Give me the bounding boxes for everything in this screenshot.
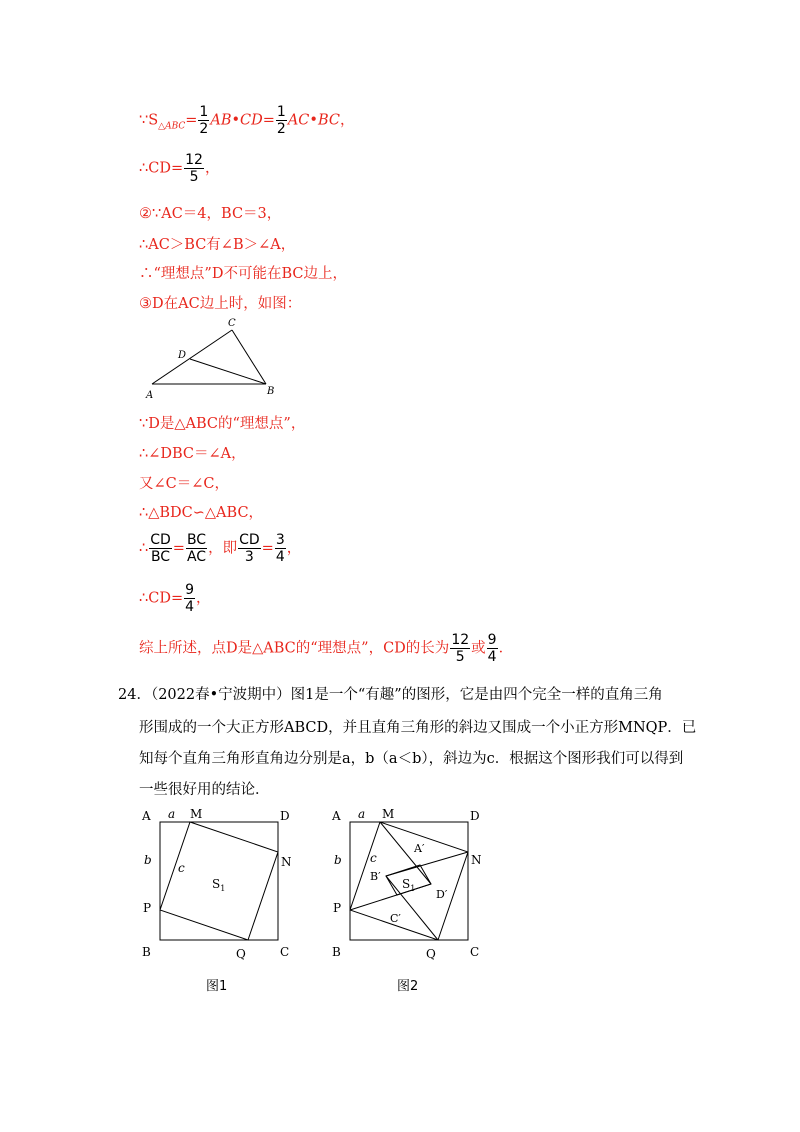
label-m: M bbox=[382, 807, 395, 821]
therefore-cd: ∴CD bbox=[139, 160, 171, 177]
equals: = bbox=[170, 160, 184, 177]
solution-line-10: ∴△BDC∽△ABC， bbox=[139, 505, 264, 521]
figure-2-caption: 图2 bbox=[397, 979, 419, 994]
equals: = bbox=[261, 540, 274, 557]
numerator: CD bbox=[239, 532, 260, 548]
numerator: BC bbox=[186, 532, 207, 548]
figure-1-caption: 图1 bbox=[206, 979, 228, 994]
numerator: CD bbox=[150, 532, 171, 548]
solution-line-6: ③D在AC边上时，如图： bbox=[139, 296, 302, 312]
numerator: 1 bbox=[276, 104, 286, 120]
label-b: B bbox=[267, 386, 275, 397]
label-n: N bbox=[471, 853, 482, 867]
conclusion-text: 综上所述，点D是△ABC的“理想点”，CD的长为 bbox=[139, 640, 450, 657]
solution-line-13 bbox=[139, 632, 513, 665]
fraction-half-2 bbox=[276, 104, 287, 137]
denominator: 4 bbox=[275, 549, 285, 565]
label-c-vertex: C bbox=[470, 945, 480, 959]
solution-line-11 bbox=[139, 532, 301, 565]
denominator: 4 bbox=[185, 599, 195, 615]
subscript-abc: △ABC bbox=[158, 121, 186, 132]
comma: ， bbox=[204, 160, 220, 177]
label-c-vertex: C bbox=[280, 945, 290, 959]
label-a-side: a bbox=[358, 807, 366, 821]
equals: = bbox=[262, 112, 275, 129]
problem-24-line-3: 知每个直角三角形直角边分别是a，b（a＜b），斜边为c．根据这个图形我们可以得到 bbox=[139, 751, 684, 767]
triangle-figure bbox=[140, 314, 290, 404]
label-b-vertex: B bbox=[332, 945, 341, 959]
numerator: 12 bbox=[185, 152, 203, 168]
numerator: 9 bbox=[487, 632, 497, 648]
problem-24-line-2: 形围成的一个大正方形ABCD，并且直角三角形的斜边又围成一个小正方形MNQP．已 bbox=[139, 720, 697, 736]
denominator: 5 bbox=[189, 169, 199, 185]
label-b-prime: B′ bbox=[370, 870, 381, 883]
fraction-bc-ac bbox=[186, 532, 207, 565]
problem-24-line-1: 24．（2022春•宁波期中）图1是一个“有趣”的图形，它是由四个完全一样的直角三角 bbox=[118, 687, 663, 703]
equals: = bbox=[185, 112, 198, 129]
label-a-vertex: A bbox=[142, 809, 151, 823]
label-c-prime: C′ bbox=[390, 912, 401, 925]
fraction-9-4 bbox=[487, 632, 498, 665]
numerator: 9 bbox=[185, 582, 195, 598]
label-s1: $S_1$ bbox=[402, 877, 416, 893]
fraction-cd-3 bbox=[238, 532, 261, 565]
figure-2 bbox=[328, 800, 498, 970]
therefore: ∴ bbox=[139, 540, 149, 557]
label-b-side: b bbox=[334, 853, 342, 867]
fraction-12-5 bbox=[184, 152, 204, 185]
denominator: 3 bbox=[244, 549, 254, 565]
label-a-side: a bbox=[168, 807, 176, 821]
fraction-12-5 bbox=[450, 632, 470, 665]
solution-line-8: ∴∠DBC＝∠A， bbox=[139, 446, 246, 462]
equals: = bbox=[172, 540, 185, 557]
because-s: ∵S bbox=[139, 112, 159, 129]
side-cb bbox=[232, 330, 266, 384]
denominator: 2 bbox=[199, 121, 209, 137]
or: 或 bbox=[471, 640, 486, 657]
label-d: D bbox=[178, 350, 187, 361]
namely: ，即 bbox=[208, 540, 238, 557]
label-a-prime: A′ bbox=[414, 842, 425, 855]
solution-line-5: ∴“理想点”D不可能在BC边上， bbox=[139, 266, 347, 282]
equals: = bbox=[170, 590, 184, 607]
label-c: C bbox=[228, 318, 236, 329]
label-q: Q bbox=[236, 947, 246, 961]
label-p: P bbox=[333, 901, 342, 915]
label-s1: $S_1$ bbox=[212, 877, 226, 893]
period: ． bbox=[498, 640, 514, 657]
comma: ， bbox=[286, 540, 302, 557]
figure-1 bbox=[138, 800, 308, 970]
label-b-vertex: B bbox=[142, 945, 151, 959]
solution-line-3: ②∵AC＝4，BC＝3， bbox=[139, 206, 282, 222]
solution-line-7: ∵D是△ABC的“理想点”， bbox=[139, 416, 306, 432]
label-c-side: c bbox=[370, 851, 377, 865]
numerator: 3 bbox=[275, 532, 285, 548]
label-c-side: c bbox=[178, 861, 185, 875]
fraction-9-4 bbox=[184, 582, 195, 615]
fraction-3-4 bbox=[275, 532, 286, 565]
numerator: 1 bbox=[199, 104, 209, 120]
label-d: D bbox=[470, 809, 480, 823]
label-p: P bbox=[143, 901, 152, 915]
denominator: BC bbox=[150, 549, 171, 565]
denominator: 5 bbox=[455, 649, 465, 665]
fraction-half-1 bbox=[198, 104, 209, 137]
side-ac bbox=[152, 330, 232, 384]
therefore-cd: ∴CD bbox=[139, 590, 171, 607]
label-q: Q bbox=[426, 947, 436, 961]
solution-line-1 bbox=[139, 104, 354, 137]
term-ab-cd: AB•CD bbox=[210, 112, 263, 129]
label-m: M bbox=[190, 807, 203, 821]
label-a-vertex: A bbox=[332, 809, 341, 823]
solution-line-2 bbox=[139, 152, 219, 185]
comma: ， bbox=[196, 590, 211, 607]
label-d: D bbox=[280, 809, 290, 823]
segment-db bbox=[190, 359, 266, 384]
solution-line-12 bbox=[139, 582, 211, 615]
solution-line-9: 又∠C＝∠C， bbox=[139, 476, 229, 492]
label-b-side: b bbox=[144, 853, 152, 867]
comma: ， bbox=[339, 112, 355, 129]
numerator: 12 bbox=[451, 632, 470, 648]
problem-24-line-4: 一些很好用的结论． bbox=[139, 782, 270, 798]
solution-line-4: ∴AC＞BC有∠B＞∠A， bbox=[139, 237, 296, 253]
label-a: A bbox=[146, 390, 154, 401]
label-d-prime: D′ bbox=[436, 888, 448, 901]
label-n: N bbox=[281, 855, 292, 869]
term-ac-bc: AC•BC bbox=[287, 112, 340, 129]
denominator: AC bbox=[186, 549, 207, 565]
denominator: 2 bbox=[276, 121, 286, 137]
fraction-cd-bc bbox=[149, 532, 172, 565]
denominator: 4 bbox=[487, 649, 497, 665]
